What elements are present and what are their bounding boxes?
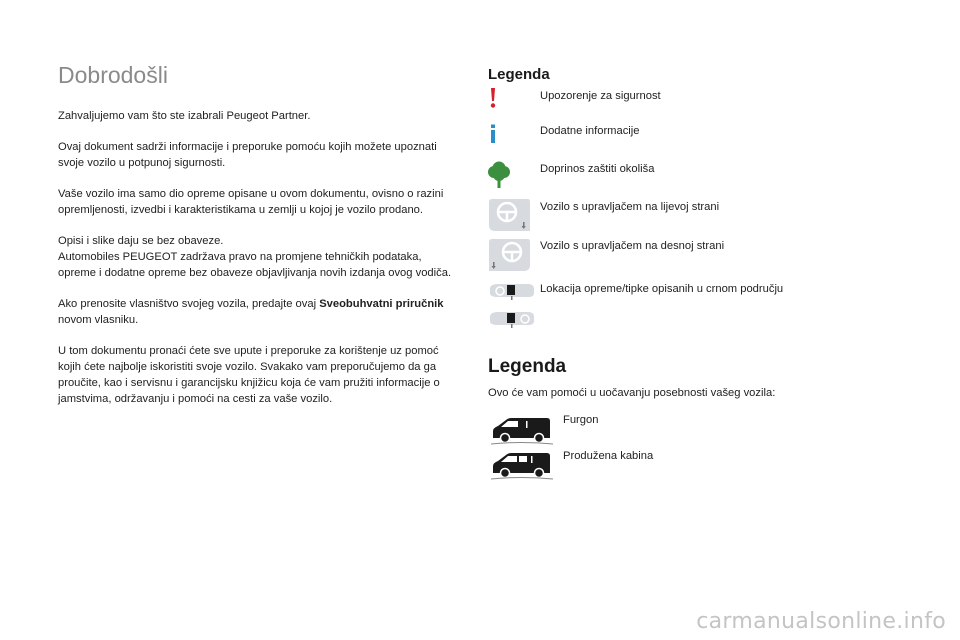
legend-item-label: Vozilo s upravljačem na lijevoj strani xyxy=(540,201,720,213)
extended-cab-van-icon xyxy=(490,451,554,481)
legend-item-label: Lokacija opreme/tipke opisanih u crnom području xyxy=(540,283,784,295)
rights-text: Automobiles PEUGEOT zadržava pravo na promjene tehničkih podataka, opreme i dodatne opreme bez obaveze objavljivanja novih izdanja ovog vodiča. xyxy=(58,251,452,279)
legend-item-label: Vozilo s upravljačem na desnoj strani xyxy=(540,240,725,252)
intro-paragraph-5 xyxy=(58,296,453,328)
page-title: Dobrodošli xyxy=(58,62,168,88)
left-hand-drive-icon xyxy=(487,198,531,232)
manual-name: Sveobuhvatni priručnik xyxy=(319,298,444,310)
intro-paragraph-4 xyxy=(58,233,453,281)
van-icon xyxy=(490,416,554,446)
info-icon xyxy=(488,124,498,144)
tree-icon xyxy=(486,161,512,189)
transfer-text-start: Ako prenosite vlasništvo svojeg vozila, predajte ovaj xyxy=(58,298,320,310)
vehicle-legend-heading: Legenda xyxy=(488,356,567,377)
vehicle-legend-label: Produžena kabina xyxy=(563,450,654,462)
intro-text-column xyxy=(58,108,453,422)
vehicle-legend-label: Furgon xyxy=(563,414,599,426)
warning-exclamation-icon xyxy=(488,87,498,109)
legend-heading: Legenda xyxy=(488,66,550,83)
legend-item-label: Doprinos zaštiti okoliša xyxy=(540,163,655,175)
intro-paragraph-3: Vaše vozilo ima samo dio opreme opisane u ovom dokumentu, ovisno o razini opremljenosti, izvedbi i karakteristikama u zemlji u kojoj je vozilo prodano. xyxy=(58,188,444,216)
transfer-text-end: novom vlasniku. xyxy=(58,314,139,326)
intro-paragraph-1: Zahvaljujemo vam što ste izabrali Peugeot Partner. xyxy=(58,110,311,122)
intro-paragraph-2: Ovaj dokument sadrži informacije i preporuke pomoću kojih možete upoznati svoje vozilo u potpunoj sigurnosti. xyxy=(58,141,437,169)
equipment-location-icon xyxy=(488,281,536,331)
right-hand-drive-icon xyxy=(487,238,531,272)
watermark: carmanualsonline.info xyxy=(696,609,946,634)
legend-item-label: Dodatne informacije xyxy=(540,125,640,137)
disclaimer-line: Opisi i slike daju se bez obaveze. xyxy=(58,235,224,247)
intro-paragraph-6: U tom dokumentu pronaći ćete sve upute i preporuke za korištenje uz pomoć kojih ćete najbolje iskoristiti svoje vozilo. Svakako vam preporučujemo da ga proučite, kao i servisnu i garancijsku knjižicu koja će vam pružiti informacije o jamstvima, održavanju i pomoći na cesti za vaše vozilo. xyxy=(58,345,440,405)
legend-item-label: Upozorenje za sigurnost xyxy=(540,90,661,102)
vehicle-legend-intro: Ovo će vam pomoći u uočavanju posebnosti vašeg vozila: xyxy=(488,387,776,399)
